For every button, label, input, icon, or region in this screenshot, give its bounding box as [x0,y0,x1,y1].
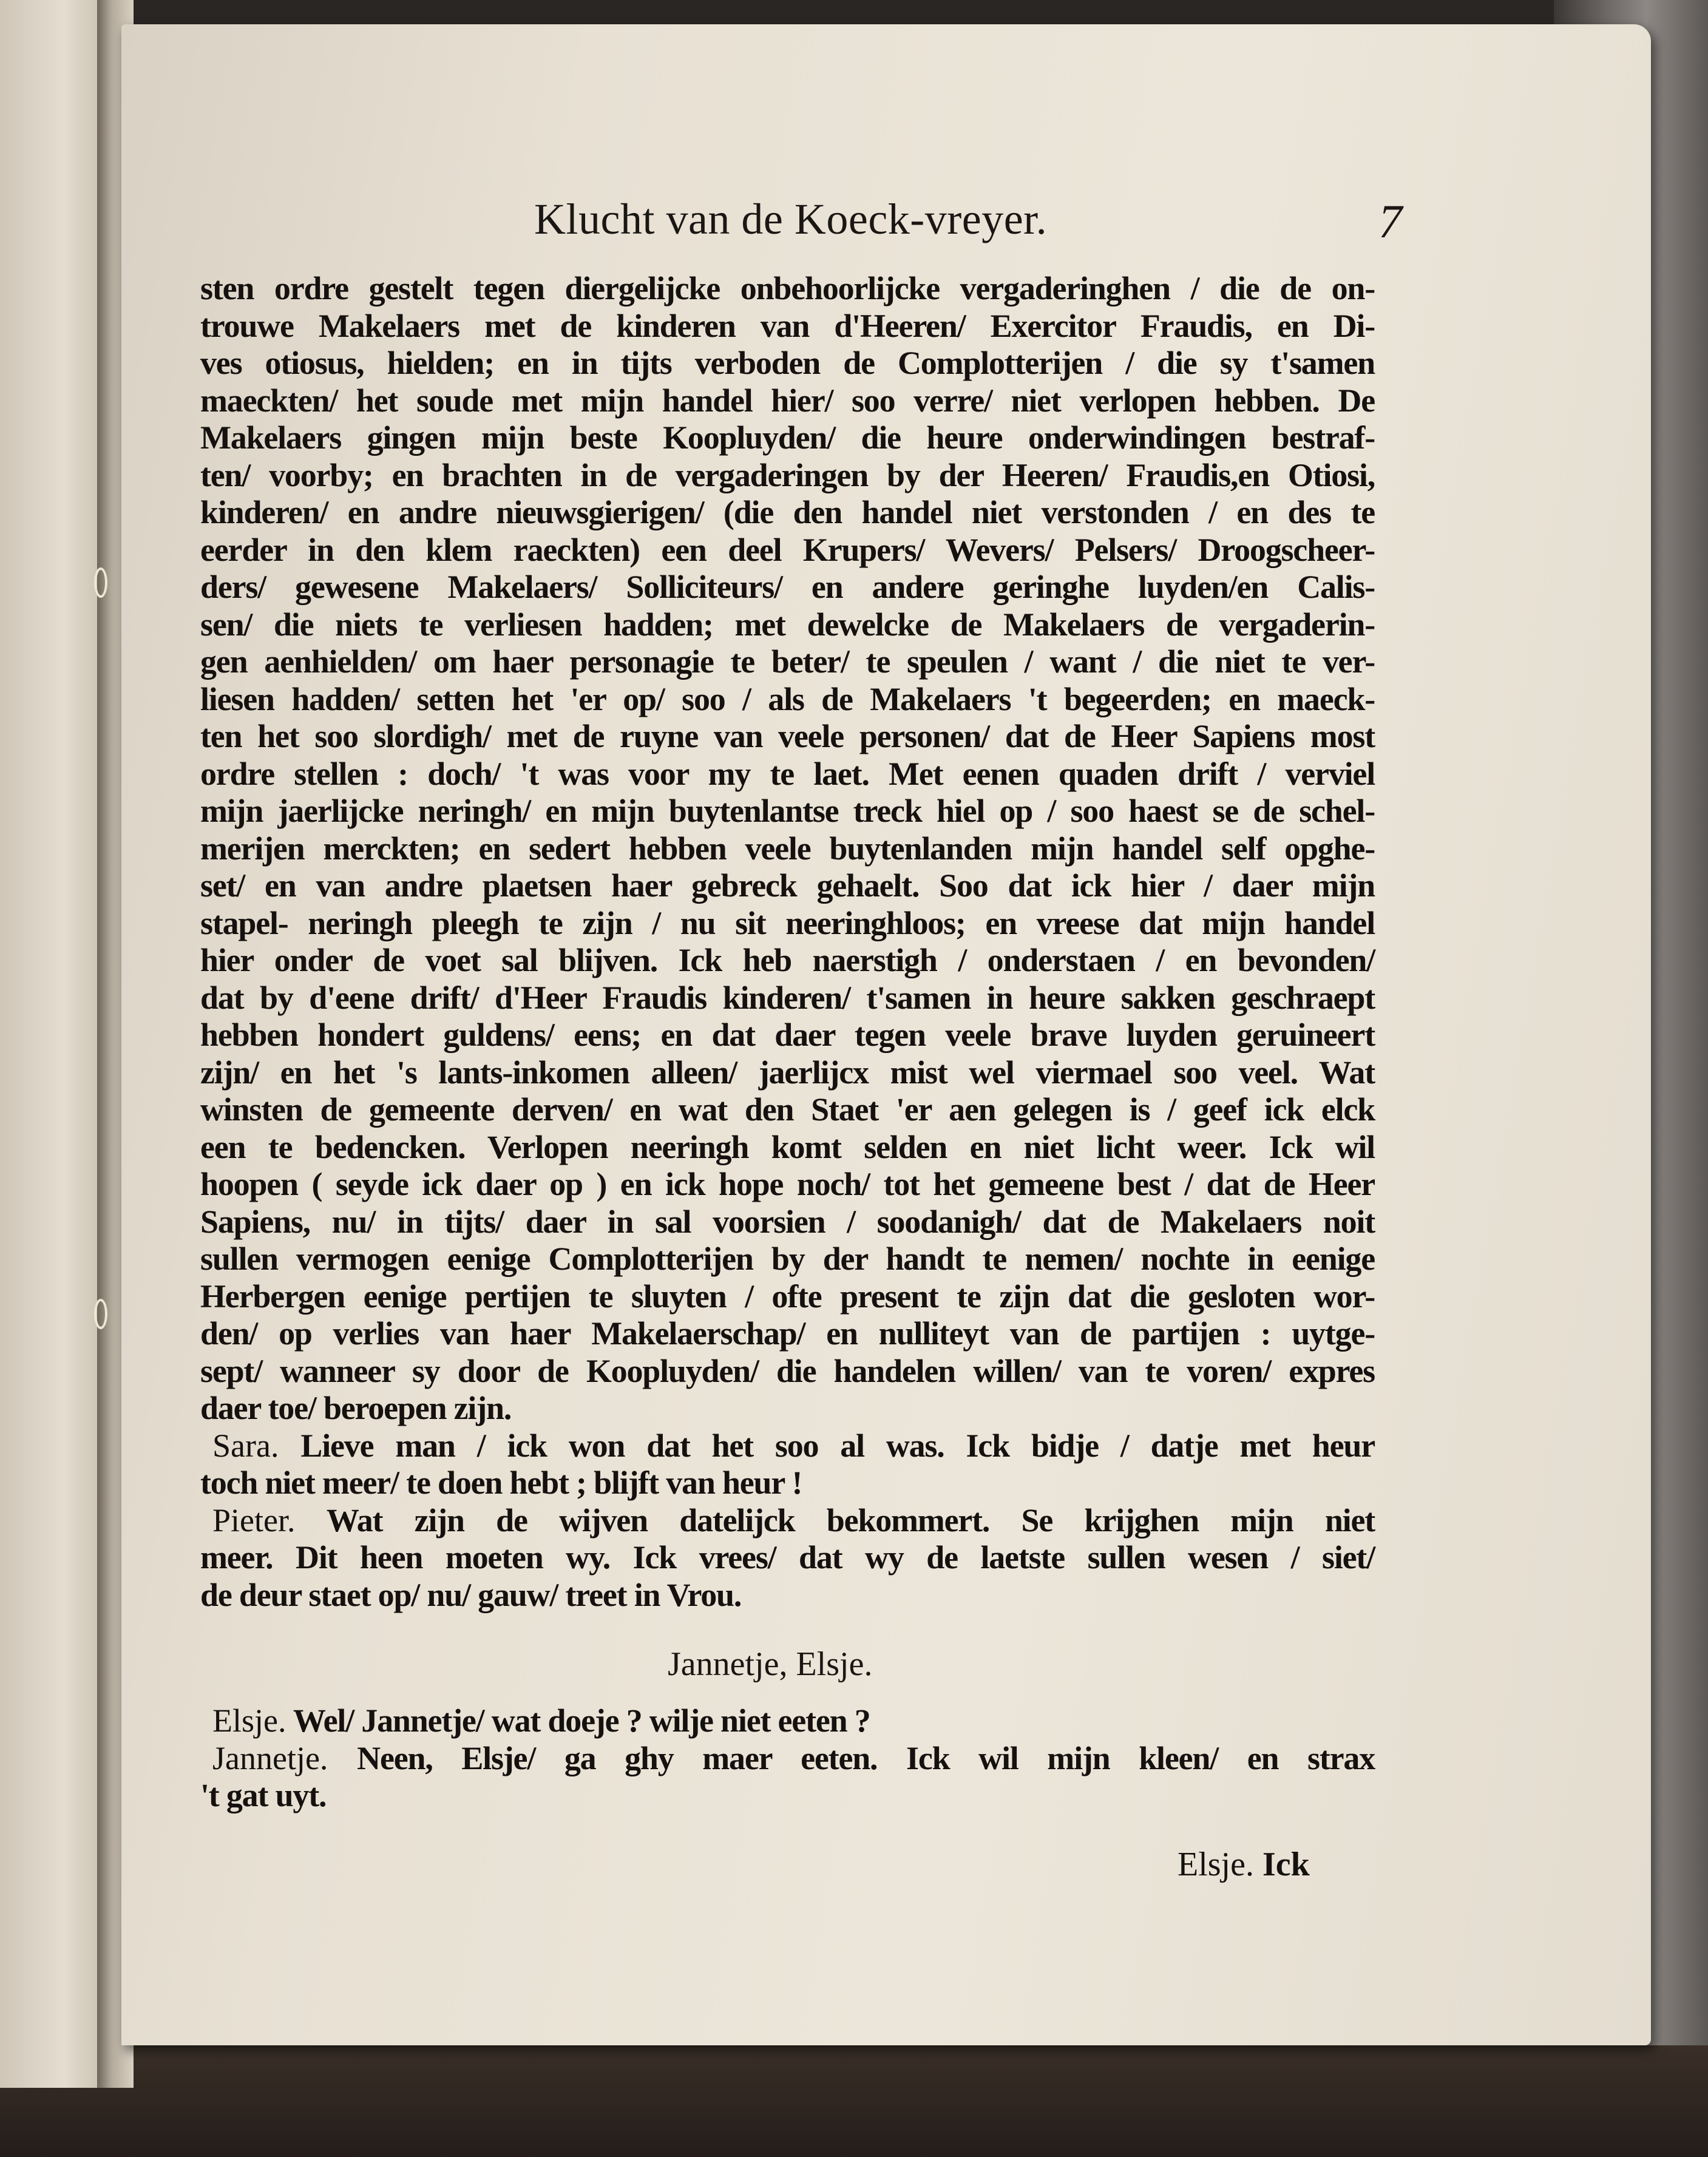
page-number: 7 [1378,195,1402,248]
text-line: ves otiosus, hielden; en in tijts verboden de Complotterijen / die sy t'samen [200,345,1375,381]
pieter-speech [200,1502,1375,1540]
text-line: sen/ die niets te verliesen hadden; met dewelcke de Makelaers de vergaderin- [200,606,1375,643]
text-line: daer toe/ beroepen zijn. [200,1390,512,1426]
catchword-speaker: Elsje. [1178,1846,1254,1883]
text-line: Sapiens, nu/ in tijts/ daer in sal voorsien / soodanigh/ dat de Makelaers noit [200,1203,1375,1240]
text-line: stapel- neringh pleegh te zijn / nu sit neeringhloos; en vreese dat mijn handel [200,904,1375,941]
page-header [407,194,1402,261]
speech-line: meer. Dit heen moeten wy. Ick vrees/ dat wy de laetste sullen wesen / siet/ [200,1539,1375,1576]
speaker-name-pieter: Pieter. [212,1502,296,1539]
text-line: merijen merckten; en sedert hebben veele buytenlanden mijn handel self opghe- [200,830,1375,867]
text-line: sten ordre gestelt tegen diergelijcke onbehoorlijcke vergaderinghen / die de on- [200,270,1375,306]
text-line: Herbergen eenige pertijen te sluyten / ofte present te zijn dat die gesloten wor- [200,1278,1375,1315]
text-line: trouwe Makelaers met de kinderen van d'Heeren/ Exercitor Fraudis, en Di- [200,307,1375,344]
speech-text: Wel/ Jannetje/ wat doeje ? wilje niet eeten ? [293,1702,870,1739]
speech-line: toch niet meer/ te doen hebt ; blijft van heur ! [200,1465,802,1501]
background-table [0,2045,1708,2157]
speech-text: Wat zijn de wijven datelijck bekommert. Se krijghen mijn niet [326,1502,1375,1539]
text-line: den/ op verlies van haer Makelaerschap/ en nulliteyt van de partijen : uytge- [200,1315,1375,1352]
text-line: een te bedencken. Verlopen neeringh komt selden en niet licht weer. Ick wil [200,1128,1375,1165]
text-line: kinderen/ en andre nieuwsgierigen/ (die den handel niet verstonden / en des te [200,494,1375,530]
text-line: eerder in den klem raeckten) een deel Krupers/ Wevers/ Pelsers/ Droogscheer- [200,531,1375,568]
text-line: set/ en van andre plaetsen haer gebreck gehaelt. Soo dat ick hier / daer mijn [200,867,1375,904]
scene-dialog [200,1702,1375,1815]
text-line: ten het soo slordigh/ met de ruyne van veele personen/ dat de Heer Sapiens most [200,718,1375,754]
text-line: zijn/ en het 's lants-inkomen alleen/ jaerlijcx mist wel viermael soo veel. Wat [200,1054,1375,1091]
binding-thread [94,1299,107,1329]
speech-text: Neen, Elsje/ ga ghy maer eeten. Ick wil mijn kleen/ en strax [357,1739,1375,1776]
binding-thread [94,567,107,598]
text-line: gen aenhielden/ om haer personagie te beter/ te speulen / want / die niet te ver- [200,643,1375,680]
text-line: winsten de gemeente derven/ en wat den Staet 'er aen gelegen is / geef ick elck [200,1091,1375,1128]
text-line: sept/ wanneer sy door de Koopluyden/ die handelen willen/ van te voren/ expres [200,1352,1375,1389]
catchword-text: Ick [1262,1846,1310,1883]
text-line: hier onder de voet sal blijven. Ick heb naerstigh / onderstaen / en bevonden/ [200,942,1375,978]
catchword [1178,1845,1310,1884]
text-line: Makelaers gingen mijn beste Koopluyden/ die heure onderwindingen bestraf- [200,419,1375,456]
facing-page-edge [0,0,106,2088]
text-line: ordre stellen : doch/ 't was voor my te laet. Met eenen quaden drift / verviel [200,755,1375,792]
text-line: ders/ gewesene Makelaers/ Solliciteurs/ en andere geringhe luyden/en Calis- [200,569,1375,605]
running-title: Klucht van de Koeck-vreyer. [534,195,1048,243]
speech-line: de deur staet op/ nu/ gauw/ treet in Vrou. [200,1576,742,1613]
speech-text: Lieve man / ick won dat het soo al was. Ick bidje / datje met heur [300,1427,1375,1464]
elsje-speech [200,1702,1375,1740]
speaker-name-sara: Sara. [212,1427,279,1464]
speaker-name-elsje: Elsje. [212,1702,286,1739]
body-text [200,270,1375,1614]
text-line: maeckten/ het soude met mijn handel hier/ soo verre/ niet verlopen hebben. De [200,382,1375,419]
text-line: liesen hadden/ setten het 'er op/ soo / als de Makelaers 't begeerden; en maeck- [200,680,1375,717]
speech-line: 't gat uyt. [200,1777,327,1813]
text-line: ten/ voorby; en brachten in de vergaderingen by der Heeren/ Fraudis,en Otiosi, [200,456,1375,493]
jannetje-speech [200,1740,1375,1778]
text-line: dat by d'eene drift/ d'Heer Fraudis kinderen/ t'samen in heure sakken geschraept [200,979,1375,1016]
text-line: sullen vermogen eenige Complotterijen by der handt te nemen/ nochte in eenige [200,1241,1375,1277]
sara-speech [200,1427,1375,1465]
text-line: mijn jaerlijcke neringh/ en mijn buytenlantse treck hiel op / soo haest se de schel- [200,793,1375,829]
speaker-name-jannetje: Jannetje. [212,1739,328,1776]
text-line: hebben hondert guldens/ eens; en dat daer tegen veele brave luyden geruineert [200,1017,1375,1053]
text-line: hoopen ( seyde ick daer op ) en ick hope noch/ tot het gemeene best / dat de Heer [200,1166,1375,1202]
scene-heading: Jannetje, Elsje. [668,1645,873,1683]
